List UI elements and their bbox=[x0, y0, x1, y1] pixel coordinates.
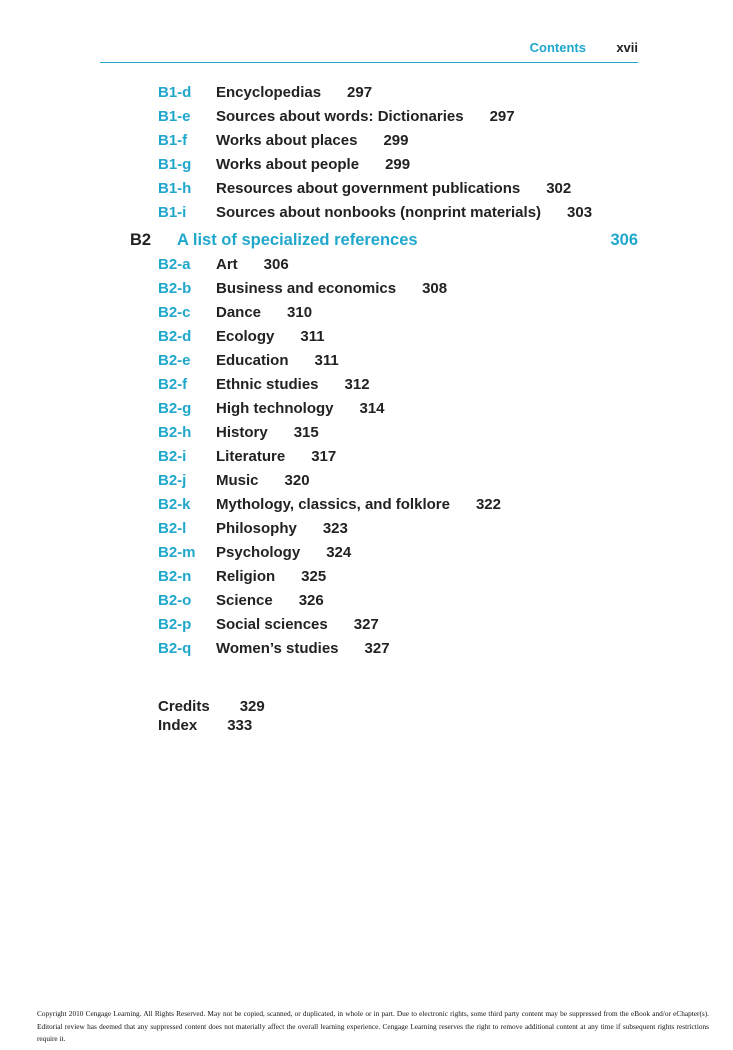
toc-entry-code: B1-i bbox=[158, 204, 187, 221]
toc-entry bbox=[158, 423, 319, 443]
toc-entry bbox=[158, 639, 390, 659]
toc-entry bbox=[158, 155, 410, 175]
running-head-section: Contents bbox=[529, 40, 586, 55]
toc-entry-title: Sources about words: Dictionaries bbox=[216, 108, 464, 125]
toc-entry-page: 326 bbox=[298, 592, 324, 609]
toc-entry-page: 312 bbox=[344, 376, 370, 393]
toc-entry-page: 297 bbox=[489, 108, 515, 125]
copyright-notice: Copyright 2010 Cengage Learning. All Rights Reserved. May not be copied, scanned, or duplicated, in whole or in part. Due to electronic rights, some third party content may be suppressed from the eBook and/or eChapter(s). Editorial review has deemed that any suppressed content does not materially affect the overall learning experience. Cengage Learning reserves the right to remove additional content at any time if subsequent rights restrictions require it. bbox=[37, 1009, 709, 1043]
toc-entry-page: 310 bbox=[287, 304, 313, 321]
toc-entry-page: 324 bbox=[326, 544, 352, 561]
toc-entry-title: Ecology bbox=[216, 328, 275, 345]
toc-entry-page: 323 bbox=[322, 520, 348, 537]
toc-entry-title: Science bbox=[216, 592, 273, 609]
toc-entry-title: Literature bbox=[216, 448, 286, 465]
toc-entry-code: B2-g bbox=[158, 400, 192, 417]
toc-entry-code: B2-o bbox=[158, 592, 192, 609]
toc-entry-code: B1-d bbox=[158, 84, 192, 101]
toc-backmatter-entry bbox=[158, 697, 265, 717]
chapter-code: B2 bbox=[130, 231, 152, 249]
toc-entry-code: B2-c bbox=[158, 304, 191, 321]
toc-entry bbox=[158, 279, 447, 299]
toc-entry-title: Dance bbox=[216, 304, 262, 321]
toc-chapter-heading bbox=[130, 229, 638, 251]
toc-entry-code: B2-b bbox=[158, 280, 192, 297]
toc-entry-code: B2-q bbox=[158, 640, 192, 657]
toc-entry-page: 317 bbox=[311, 448, 337, 465]
toc-entry bbox=[158, 131, 408, 151]
toc-entry-title: Business and economics bbox=[216, 280, 397, 297]
toc-entry-title: History bbox=[216, 424, 268, 441]
toc-entry bbox=[158, 615, 379, 635]
toc-entry-title: Mythology, classics, and folklore bbox=[216, 496, 450, 513]
toc-entry-code: B2-k bbox=[158, 496, 191, 513]
toc-entry-page: 302 bbox=[546, 180, 572, 197]
toc-entry-title: Religion bbox=[216, 568, 276, 585]
toc-entry bbox=[158, 591, 324, 611]
toc-entry bbox=[158, 399, 385, 419]
backmatter-page: 329 bbox=[239, 698, 265, 715]
toc-entry bbox=[158, 567, 326, 587]
toc-entry-title: Philosophy bbox=[216, 520, 297, 537]
backmatter-title: Index bbox=[158, 717, 198, 734]
toc-entry-title: Education bbox=[216, 352, 289, 369]
toc-entry-code: B2-f bbox=[158, 376, 188, 393]
toc-entry bbox=[158, 447, 336, 467]
toc-entry-title: High technology bbox=[216, 400, 334, 417]
toc-entry-code: B2-a bbox=[158, 256, 191, 273]
toc-entry-page: 303 bbox=[567, 204, 593, 221]
toc-entry bbox=[158, 543, 351, 563]
toc-entry-code: B1-g bbox=[158, 156, 192, 173]
toc-entry-page: 299 bbox=[383, 132, 409, 149]
toc-entry bbox=[158, 83, 372, 103]
toc-entry-title: Women’s studies bbox=[216, 640, 339, 657]
toc-entry-page: 311 bbox=[314, 352, 339, 369]
toc-entry-code: B1-h bbox=[158, 180, 192, 197]
toc-entry-page: 306 bbox=[263, 256, 289, 273]
toc-entry-page: 315 bbox=[293, 424, 319, 441]
chapter-title: A list of specialized references bbox=[177, 231, 418, 249]
backmatter-title: Credits bbox=[158, 698, 210, 715]
toc-entry bbox=[158, 375, 370, 395]
running-head-page-number: xvii bbox=[616, 40, 638, 55]
toc-entry-page: 308 bbox=[422, 280, 448, 297]
toc-entry-page: 311 bbox=[300, 328, 325, 345]
toc-entry-page: 327 bbox=[353, 616, 379, 633]
toc-backmatter-entry bbox=[158, 716, 252, 736]
toc-entry bbox=[158, 519, 348, 539]
toc-entry-code: B2-p bbox=[158, 616, 192, 633]
toc-entry-code: B2-n bbox=[158, 568, 192, 585]
toc-entry-page: 320 bbox=[284, 472, 310, 489]
toc-entry-page: 297 bbox=[347, 84, 373, 101]
toc-entry-page: 327 bbox=[364, 640, 390, 657]
toc-entry-title: Sources about nonbooks (nonprint materials) bbox=[216, 204, 542, 221]
toc-entry-title: Works about places bbox=[216, 132, 358, 149]
toc-entry-title: Social sciences bbox=[216, 616, 328, 633]
toc-entry bbox=[158, 179, 571, 199]
toc-entry-page: 322 bbox=[475, 496, 501, 513]
toc-entry-code: B1-f bbox=[158, 132, 188, 149]
toc-entry-code: B2-i bbox=[158, 448, 187, 465]
toc-entry-code: B2-l bbox=[158, 520, 187, 537]
toc-entry bbox=[158, 327, 325, 347]
toc-entry-code: B2-m bbox=[158, 544, 196, 561]
chapter-page: 306 bbox=[610, 231, 638, 249]
toc-entry bbox=[158, 203, 592, 223]
toc-entry bbox=[158, 303, 312, 323]
toc-entry-code: B2-e bbox=[158, 352, 191, 369]
toc-entry bbox=[158, 351, 339, 371]
toc-entry bbox=[158, 471, 310, 491]
toc-entry-title: Art bbox=[216, 256, 238, 273]
backmatter-page: 333 bbox=[227, 717, 253, 734]
toc-entry-page: 325 bbox=[301, 568, 327, 585]
toc-entry-title: Encyclopedias bbox=[216, 84, 322, 101]
toc-entry bbox=[158, 107, 515, 127]
running-head bbox=[100, 38, 638, 63]
toc-entry-title: Ethnic studies bbox=[216, 376, 319, 393]
toc-entry-title: Music bbox=[216, 472, 259, 489]
toc-entry bbox=[158, 255, 289, 275]
toc-entry-title: Works about people bbox=[216, 156, 360, 173]
toc-entry-code: B2-j bbox=[158, 472, 187, 489]
toc-entry-title: Psychology bbox=[216, 544, 301, 561]
toc-entry-code: B2-h bbox=[158, 424, 192, 441]
toc-entry bbox=[158, 495, 501, 515]
toc-entry-page: 314 bbox=[359, 400, 385, 417]
toc-entry-title: Resources about government publications bbox=[216, 180, 521, 197]
toc-entry-page: 299 bbox=[385, 156, 411, 173]
toc-entry-code: B1-e bbox=[158, 108, 191, 125]
toc-entry-code: B2-d bbox=[158, 328, 192, 345]
